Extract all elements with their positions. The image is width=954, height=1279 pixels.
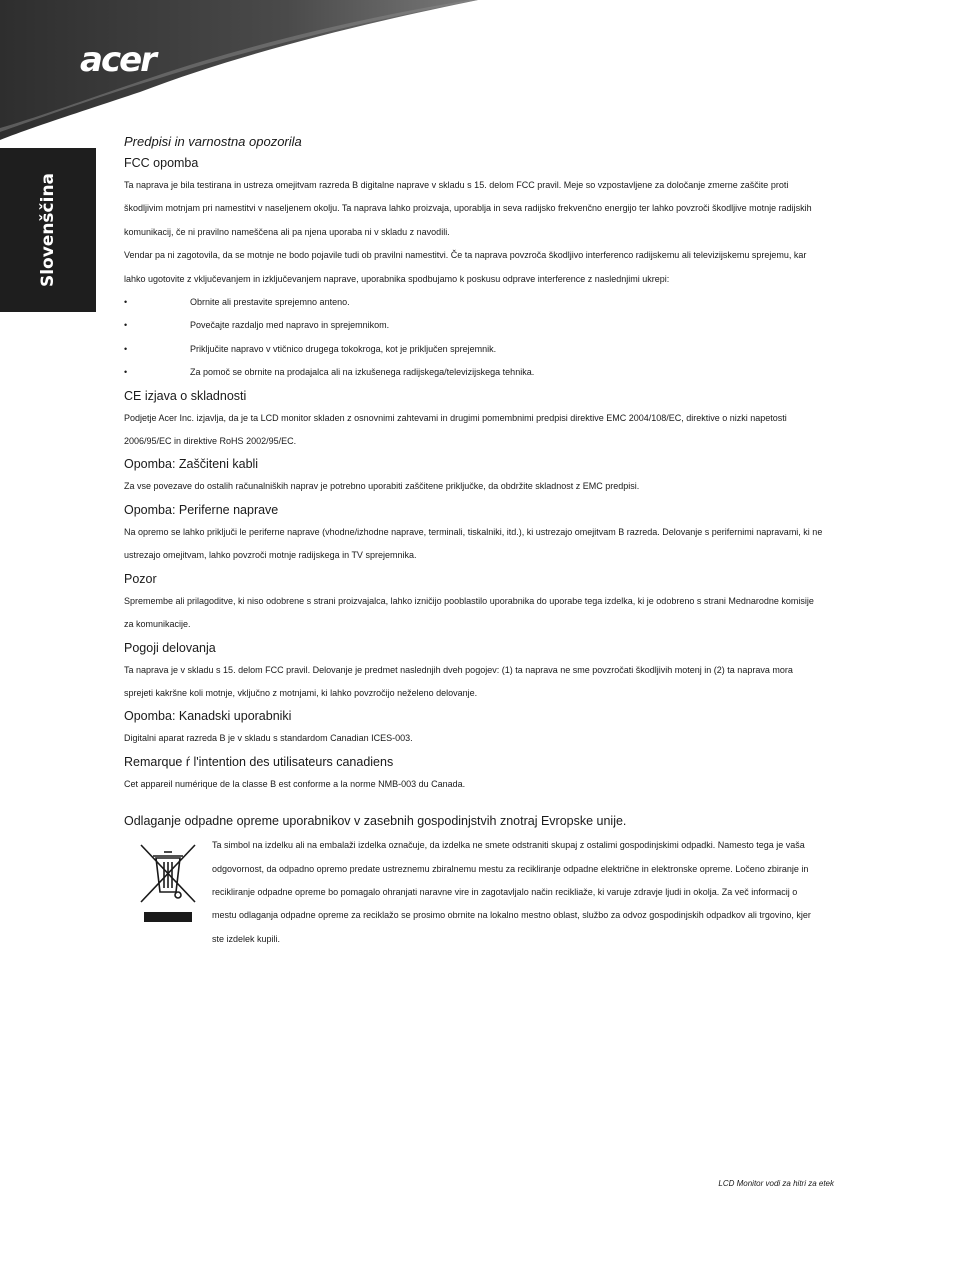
document-body <box>124 132 824 951</box>
canada-fr-heading: Remarque ŕ l'intention des utilisateurs canadiens <box>124 754 394 769</box>
crossed-out-wheelie-bin-icon <box>138 842 198 926</box>
bullet: • <box>124 320 128 331</box>
operating-conditions-heading: Pogoji delovanja <box>124 640 216 655</box>
ce-heading: CE izjava o skladnosti <box>124 388 247 403</box>
canada-fr-text: Cet appareil numérique de la classe B est conforme a la norme NMB-003 du Canada. <box>124 778 466 789</box>
peripheral-text: Na opremo se lahko priključi le periferne naprave (vhodne/izhodne naprave, terminali, tiskalniki, itd.), ki ustrezajo omejitvam B razreda. Delovanje s perifernimi napravami, ki ne ustrezajo omejitvam, lahko povzroči motnje radijskega in TV sprejemnika. <box>124 526 823 561</box>
language-tab-label: Slovenščina <box>38 172 58 288</box>
weee-section <box>124 834 824 951</box>
bullet: • <box>124 343 128 354</box>
section-title: Predpisi in varnostna opozorila <box>124 134 302 149</box>
fcc-paragraph-1: Ta naprava je bila testirana in ustreza omejitvam razreda B digitalne naprave v skladu s 15. delom FCC pravil. Meje so vzpostavljene za določanje zmerne zaščite proti škodljivim motnjam pri namestitvi v naseljenem okolju. Ta naprava lahko proizvaja, uporablja in seva radijsko frekvenčno energijo ter lahko povzroči škodljive motnje radijskih komunikacij, če ni pravilno nameščena ali pa njena uporaba ni v skladu z navodili. <box>124 180 812 237</box>
caution-text: Spremembe ali prilagoditve, ki niso odobrene s strani proizvajalca, lahko izničijo pooblastilo uporabnika do uporabe tega izdelka, ki je odobreno s strani Mednarodne komisije za komunikacije. <box>124 595 814 630</box>
peripheral-heading: Opomba: Periferne naprave <box>124 502 279 517</box>
list-item <box>124 361 824 384</box>
footer-caption: LCD Monitor vodi za hitri za etek <box>718 1179 834 1188</box>
canada-text: Digitalni aparat razreda B je v skladu s standardom Canadian ICES-003. <box>124 733 413 744</box>
list-item <box>124 338 824 361</box>
weee-text: Ta simbol na izdelku ali na embalaži izdelka označuje, da izdelka ne smete odstraniti skupaj z ostalimi gospodinjskimi odpadki. Namesto tega je vaša odgovornost, da odpadno opremo predate ustreznemu zbiralnemu mestu za recikliranje odpadne električne in elektronske opreme. Ločeno zbiranje in recikliranje odpadne opreme bo pomagalo ohranjati naravne vire in zagotavljalo način recikliaže, ki varuje zdravje ljudi in okolja. Za več informacij o mestu odlaganja odpadne opreme za reciklažo se prosimo obrnite na lokalno mestno oblast, službo za odvoz gospodinjskih odpadkov ali trgovino, kjer ste izdelek kupili. <box>212 840 811 944</box>
operating-conditions-text: Ta naprava je v skladu s 15. delom FCC pravil. Delovanje je predmet naslednjih dveh pogojev: (1) ta naprava ne sme povzročati škodljivih motenj in (2) ta naprava mora sprejeti kakršne koli motnje, vključno z motnjami, ki lahko povzročijo neželeno delovanje. <box>124 664 793 698</box>
list-item <box>124 314 824 337</box>
weee-heading: Odlaganje odpadne opreme uporabnikov v zasebnih gospodinjstvih znotraj Evropske unije. <box>124 814 627 829</box>
fcc-measures-list <box>124 291 824 385</box>
shielded-cables-text: Za vse povezave do ostalih računalniških naprav je potrebno uporabiti zaščitene priključke, da obdržite skladnost z EMC predpisi. <box>124 481 640 492</box>
list-item-text: Za pomoč se obrnite na prodajalca ali na izkušenega radijskega/televizijskega tehnika. <box>190 367 535 378</box>
ce-text: Podjetje Acer Inc. izjavlja, da je ta LCD monitor skladen z osnovnimi zahtevami in drugimi pomembnimi predpisi direktive EMC 2004/108/EC, direktive o nizki napetosti 2006/95/EC in direktive RoHS 2002/95/EC. <box>124 412 787 447</box>
shielded-cables-heading: Opomba: Zaščiteni kabli <box>124 457 259 472</box>
list-item <box>124 291 824 314</box>
acer-logo: acer <box>80 40 155 80</box>
caution-heading: Pozor <box>124 571 157 586</box>
list-item-text: Obrnite ali prestavite sprejemno anteno. <box>190 297 350 308</box>
language-tab <box>0 148 96 312</box>
bullet: • <box>124 367 128 378</box>
list-item-text: Priključite napravo v vtičnico drugega tokokroga, kot je priključen sprejemnik. <box>190 343 497 354</box>
list-item-text: Povečajte razdaljo med napravo in sprejemnikom. <box>190 320 390 331</box>
bullet: • <box>124 297 128 308</box>
fcc-paragraph-2: Vendar pa ni zagotovila, da se motnje ne bodo pojavile tudi ob pravilni namestitvi. Če ta naprava povzroča škodljivo interferenco radijskemu ali televizijskemu sprejemu, kar lahko ugotovite z vključevanjem in izključevanjem naprave, uporabnika spodbujamo k poskusu odprave interference z naslednjimi ukrepi: <box>124 250 807 284</box>
canada-heading: Opomba: Kanadski uporabniki <box>124 709 292 724</box>
fcc-heading: FCC opomba <box>124 156 199 170</box>
